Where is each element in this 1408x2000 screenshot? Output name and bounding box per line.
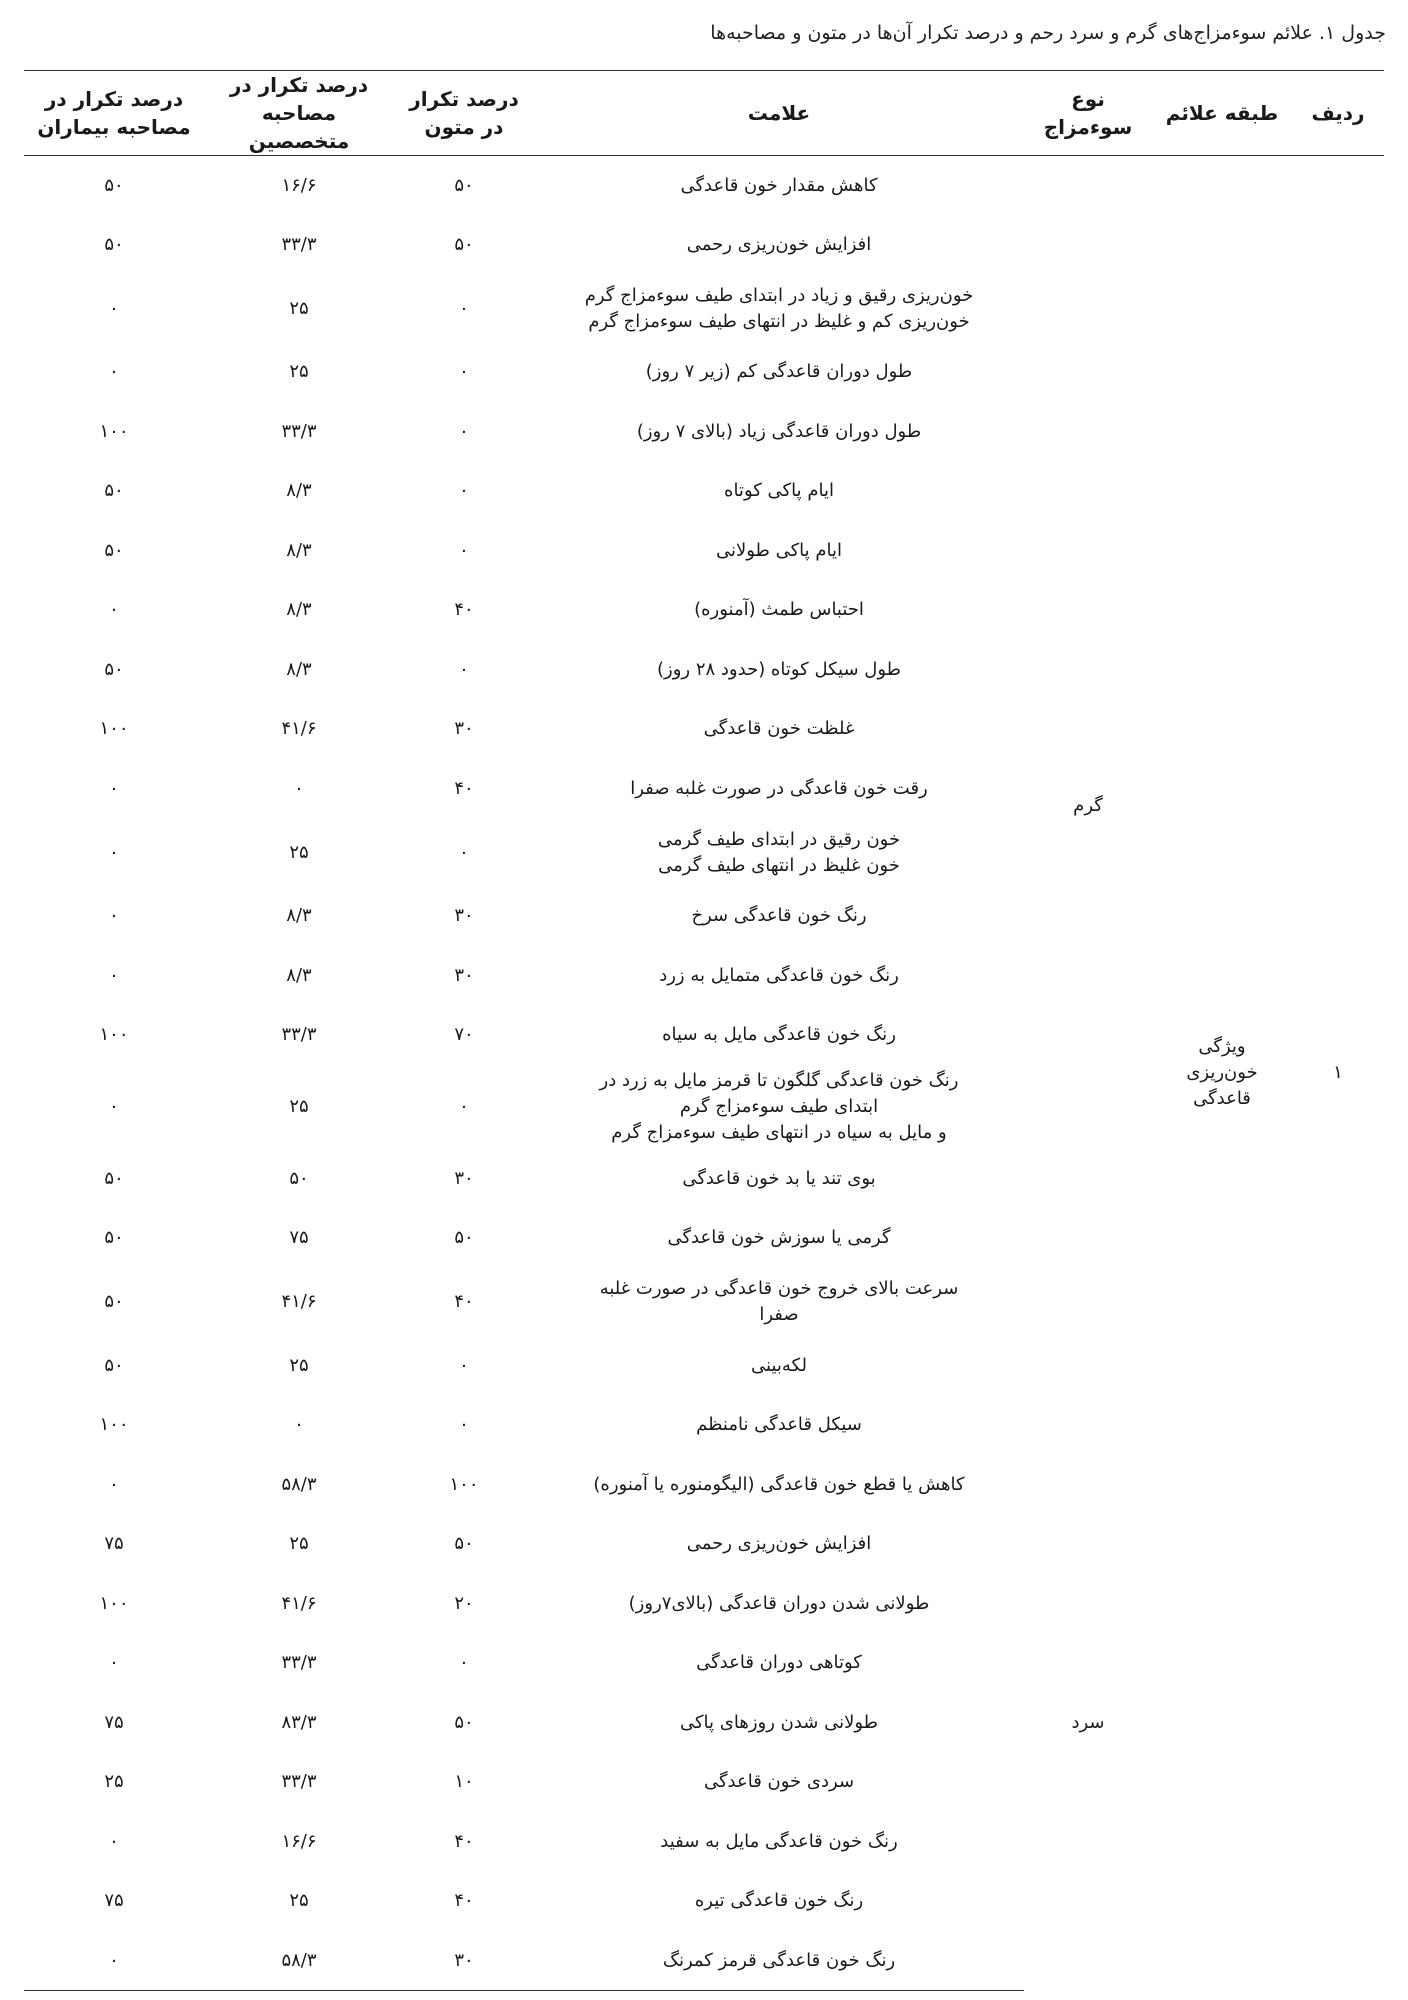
- patient-percent-cell: ۵۰: [104, 1227, 124, 1249]
- text-percent-cell: ۳۰: [454, 905, 474, 927]
- text-percent-cell: ۴۰: [454, 1890, 474, 1912]
- text-percent-cell: ۰: [459, 841, 469, 863]
- sign-cell: لکه‌بینی: [751, 1354, 807, 1376]
- sign-cell: رنگ خون قاعدگی سرخ: [691, 905, 867, 927]
- patient-percent-cell: ۱۰۰: [99, 718, 129, 740]
- patient-percent-cell: ۱۰۰: [99, 1414, 129, 1436]
- patient-percent-cell: ۰: [109, 1830, 119, 1852]
- sign-cell: سرعت بالای خروج خون قاعدگی در صورت غلبه صفرا: [599, 1278, 959, 1325]
- expert-percent-cell: ۱۶/۶: [281, 174, 317, 196]
- text-percent-cell: ۳۰: [394, 1931, 534, 1991]
- sign-cell: ایام پاکی کوتاه: [724, 480, 834, 502]
- expert-percent-cell: ۲۵: [289, 1890, 309, 1912]
- expert-percent-cell: ۸/۳: [286, 539, 312, 561]
- text-percent-cell: ۰: [459, 1096, 469, 1117]
- header-sign: علامت: [534, 71, 1024, 156]
- patient-percent-cell: ۱۰۰: [99, 1024, 129, 1046]
- patient-percent-cell: ۵۰: [104, 233, 124, 255]
- patient-percent-cell: ۰: [109, 1096, 119, 1117]
- sign-cell: ایام پاکی طولانی: [715, 539, 843, 561]
- patient-percent-cell: ۱۰۰: [99, 1592, 129, 1614]
- sign-cell: افزایش خون‌ریزی رحمی: [686, 1533, 872, 1555]
- expert-percent-cell: ۸/۳: [286, 964, 312, 986]
- patient-percent-cell: ۰: [109, 361, 119, 383]
- expert-percent-cell: ۵۸/۳: [281, 1473, 317, 1495]
- sign-cell: خون رقیق در ابتدای طیف گرمی خون غلیظ در انتهای طیف گرمی: [657, 828, 901, 876]
- text-percent-cell: ۵۰: [454, 1711, 474, 1733]
- patient-percent-cell: ۷۵: [104, 1711, 124, 1733]
- patient-percent-cell: ۰: [109, 297, 119, 319]
- patient-percent-cell: ۰: [109, 777, 119, 799]
- text-percent-cell: ۰: [459, 297, 469, 319]
- patient-percent-cell: ۵۰: [104, 658, 124, 680]
- expert-percent-cell: ۸/۳: [286, 905, 312, 927]
- expert-percent-cell: ۲۵: [289, 361, 309, 383]
- patient-percent-cell: ۰: [109, 841, 119, 863]
- text-percent-cell: ۰: [459, 539, 469, 561]
- expert-percent-cell: ۳۳/۳: [281, 233, 317, 255]
- sign-cell: احتباس طمث (آمنوره): [694, 599, 864, 621]
- sign-cell: کاهش مقدار خون قاعدگی: [680, 174, 878, 196]
- text-percent-cell: ۴۰: [454, 777, 474, 799]
- header-row-number: ردیف: [1292, 71, 1384, 156]
- sign-cell: افزایش خون‌ریزی رحمی: [686, 233, 872, 255]
- sign-cell: سردی خون قاعدگی: [703, 1771, 855, 1793]
- patient-percent-cell: ۲۵: [104, 1771, 124, 1793]
- sign-cell: طولانی شدن دوران قاعدگی (بالای۷روز): [628, 1592, 930, 1614]
- table-row: [24, 156, 1384, 216]
- sign-cell: رنگ خون قاعدگی مایل به سفید: [660, 1830, 898, 1852]
- patient-percent-cell: ۷۵: [104, 1890, 124, 1912]
- header-text-percent: درصد تکرار در متون: [394, 71, 534, 156]
- text-percent-cell: ۰: [459, 361, 469, 383]
- header-dystemperament-type: نوع سوءمزاج: [1024, 71, 1152, 156]
- patient-percent-cell: ۰: [109, 905, 119, 927]
- expert-percent-cell: ۲۵: [289, 1533, 309, 1555]
- header-expert-percent: درصد تکرار در مصاحبه متخصصین: [204, 71, 394, 156]
- header-patient-percent: درصد تکرار در مصاحبه بیماران: [24, 71, 204, 156]
- text-percent-cell: ۲۰: [454, 1592, 474, 1614]
- sign-cell: رنگ خون قاعدگی متمایل به زرد: [659, 964, 899, 986]
- expert-percent-cell: ۴۱/۶: [281, 1592, 317, 1614]
- sign-cell: کوتاهی دوران قاعدگی: [696, 1652, 862, 1674]
- text-percent-cell: ۰: [459, 1652, 469, 1674]
- patient-percent-cell: ۰: [109, 1473, 119, 1495]
- sign-cell: خون‌ریزی رقیق و زیاد در ابتدای طیف سوءمزاج گرم خون‌ریزی کم و غلیظ در انتهای طیف سوءمزاج گرم: [584, 284, 974, 332]
- sign-cell: طول سیکل کوتاه (حدود ۲۸ روز): [657, 658, 901, 680]
- dystemperament-type-cell: گرم: [1073, 794, 1103, 816]
- expert-percent-cell: ۳۳/۳: [281, 1771, 317, 1793]
- patient-percent-cell: ۵۰: [104, 1291, 124, 1312]
- symptom-class-cell: ویژگی خون‌ریزی قاعدگی: [1186, 1036, 1258, 1110]
- patient-percent-cell: ۰: [109, 599, 119, 621]
- text-percent-cell: ۰: [459, 480, 469, 502]
- expert-percent-cell: ۰: [294, 1414, 304, 1436]
- text-percent-cell: ۰: [459, 658, 469, 680]
- text-percent-cell: ۳۰: [454, 964, 474, 986]
- symptoms-table: [24, 70, 1384, 1991]
- text-percent-cell: ۳۰: [454, 1167, 474, 1189]
- text-percent-cell: ۵۰: [454, 1227, 474, 1249]
- header-row: [24, 71, 1384, 156]
- sign-cell: رنگ خون قاعدگی مایل به سیاه: [662, 1024, 896, 1046]
- expert-percent-cell: ۵۸/۳: [204, 1931, 394, 1991]
- table-body: [24, 156, 1384, 1991]
- patient-percent-cell: ۰: [24, 1931, 204, 1991]
- text-percent-cell: ۱۰: [454, 1771, 474, 1793]
- sign-cell: طول دوران قاعدگی کم (زیر ۷ روز): [645, 361, 913, 383]
- expert-percent-cell: ۳۳/۳: [281, 420, 317, 442]
- dystemperament-type-cell: سرد: [1071, 1711, 1105, 1733]
- patient-percent-cell: ۵۰: [104, 480, 124, 502]
- expert-percent-cell: ۸/۳: [286, 658, 312, 680]
- sign-cell: طولانی شدن روزهای پاکی: [679, 1711, 879, 1733]
- patient-percent-cell: ۰: [109, 964, 119, 986]
- patient-percent-cell: ۵۰: [104, 1167, 124, 1189]
- sign-cell: سیکل قاعدگی نامنظم: [696, 1414, 862, 1436]
- sign-cell: گرمی یا سوزش خون قاعدگی: [667, 1227, 891, 1249]
- text-percent-cell: ۱۰۰: [449, 1473, 479, 1495]
- patient-percent-cell: ۵۰: [104, 174, 124, 196]
- text-percent-cell: ۴۰: [454, 599, 474, 621]
- text-percent-cell: ۴۰: [454, 1830, 474, 1852]
- text-percent-cell: ۳۰: [454, 718, 474, 740]
- text-percent-cell: ۵۰: [454, 1533, 474, 1555]
- text-percent-cell: ۰: [459, 1414, 469, 1436]
- row-number-cell: ۱: [1333, 1062, 1343, 1084]
- patient-percent-cell: ۰: [109, 1652, 119, 1674]
- table-caption: جدول ۱. علائم سوءمزاج‌های گرم و سرد رحم و درصد تکرار آن‌ها در متون و مصاحبه‌ها: [710, 22, 1386, 44]
- patient-percent-cell: ۵۰: [104, 1354, 124, 1376]
- expert-percent-cell: ۲۵: [289, 297, 309, 319]
- expert-percent-cell: ۸۳/۳: [281, 1711, 317, 1733]
- text-percent-cell: ۵۰: [454, 233, 474, 255]
- sign-cell: رنگ خون قاعدگی تیره: [694, 1890, 864, 1912]
- sign-cell: رنگ خون قاعدگی گلگون تا قرمز مایل به زرد در ابتدای طیف سوءمزاج گرم و مایل به سیاه در انتهای طیف سوءمزاج گرم: [599, 1070, 959, 1143]
- expert-percent-cell: ۸/۳: [286, 599, 312, 621]
- text-percent-cell: ۴۰: [454, 1291, 474, 1312]
- expert-percent-cell: ۲۵: [289, 841, 309, 863]
- expert-percent-cell: ۲۵: [289, 1354, 309, 1376]
- expert-percent-cell: ۳۳/۳: [281, 1024, 317, 1046]
- sign-cell: طول دوران قاعدگی زیاد (بالای ۷ روز): [636, 420, 922, 442]
- sign-cell: رقت خون قاعدگی در صورت غلبه صفرا: [630, 777, 928, 799]
- sign-cell: بوی تند یا بد خون قاعدگی: [682, 1167, 876, 1189]
- patient-percent-cell: ۷۵: [104, 1533, 124, 1555]
- sign-cell: غلظت خون قاعدگی: [703, 718, 855, 740]
- text-percent-cell: ۷۰: [454, 1024, 474, 1046]
- text-percent-cell: ۰: [459, 420, 469, 442]
- sign-cell: رنگ خون قاعدگی قرمز کمرنگ: [534, 1931, 1024, 1991]
- expert-percent-cell: ۲۵: [289, 1096, 309, 1117]
- expert-percent-cell: ۸/۳: [286, 480, 312, 502]
- expert-percent-cell: ۷۵: [289, 1227, 309, 1249]
- expert-percent-cell: ۴۱/۶: [281, 1291, 317, 1312]
- expert-percent-cell: ۱۶/۶: [281, 1830, 317, 1852]
- sign-cell: کاهش یا قطع خون قاعدگی (الیگومنوره یا آمنوره): [593, 1473, 965, 1495]
- expert-percent-cell: ۰: [294, 777, 304, 799]
- patient-percent-cell: ۵۰: [104, 539, 124, 561]
- patient-percent-cell: ۱۰۰: [99, 420, 129, 442]
- expert-percent-cell: ۳۳/۳: [281, 1652, 317, 1674]
- text-percent-cell: ۰: [459, 1354, 469, 1376]
- header-symptom-class: طبقه علائم: [1152, 71, 1292, 156]
- expert-percent-cell: ۴۱/۶: [281, 718, 317, 740]
- expert-percent-cell: ۵۰: [289, 1167, 309, 1189]
- text-percent-cell: ۵۰: [454, 174, 474, 196]
